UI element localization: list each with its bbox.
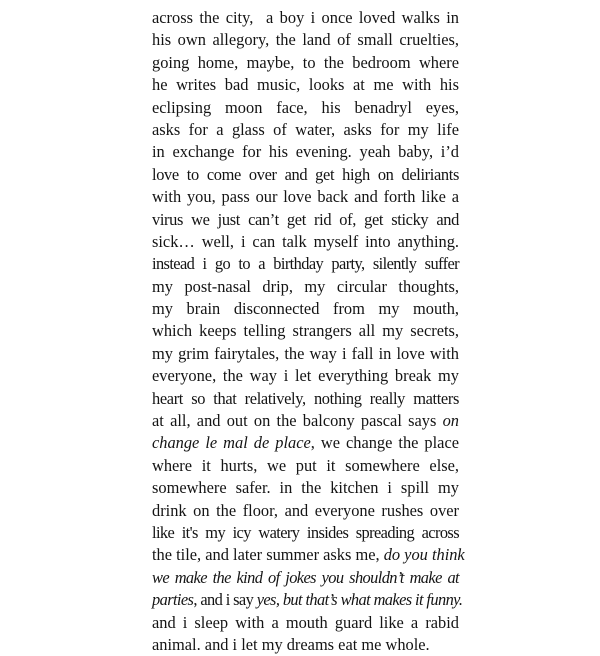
poem-line: drink on the floor, and everyone rushes over bbox=[152, 500, 459, 520]
poem-line: instead i go to a birthday party, silently suffer bbox=[152, 254, 459, 274]
poem-line: like it's my icy watery insides spreading across bbox=[152, 522, 459, 542]
poem-line: and i sleep with a mouth guard like a rabid bbox=[152, 612, 459, 632]
poem-text-block bbox=[152, 7, 465, 656]
poem-line: my grim fairytales, the way i fall in love with bbox=[152, 343, 459, 363]
poem-line: he writes bad music, looks at me with his bbox=[152, 75, 459, 95]
poem-line: his own allegory, the land of small cruelties, bbox=[152, 30, 459, 50]
poem-line: asks for a glass of water, asks for my life bbox=[152, 119, 459, 139]
poem-line: parties, and i say yes, but that’s what makes it funny. bbox=[152, 590, 463, 610]
poem-line: sick… well, i can talk myself into anything. bbox=[152, 231, 459, 251]
poem-line: where it hurts, we put it somewhere else, bbox=[152, 455, 459, 475]
poem-line: somewhere safer. in the kitchen i spill my bbox=[152, 478, 459, 498]
poem-line: with you, pass our love back and forth like a bbox=[152, 187, 459, 207]
poem-line: love to come over and get high on deliriants bbox=[152, 164, 459, 184]
poem-line: we make the kind of jokes you shouldn’t make at bbox=[152, 567, 459, 587]
poem-line: my brain disconnected from my mouth, bbox=[152, 299, 459, 319]
poem-line: in exchange for his evening. yeah baby, i’d bbox=[152, 142, 459, 162]
poem-line: across the city, a boy i once loved walks in bbox=[152, 8, 459, 27]
poem-line: at all, and out on the balcony pascal says on bbox=[152, 411, 459, 431]
poem-line: which keeps telling strangers all my secrets, bbox=[152, 321, 459, 341]
poem-line: animal. and i let my dreams eat me whole. bbox=[152, 634, 430, 654]
poem-line: the tile, and later summer asks me, do you think bbox=[152, 545, 465, 565]
poem-line: virus we just can’t get rid of, get sticky and bbox=[152, 209, 459, 229]
poem-line: my post-nasal drip, my circular thoughts, bbox=[152, 276, 459, 296]
poem-line: going home, maybe, to the bedroom where bbox=[152, 52, 459, 72]
poem-line: everyone, the way i let everything break my bbox=[152, 366, 459, 386]
poem-line: change le mal de place, we change the place bbox=[152, 433, 459, 453]
poem-line: eclipsing moon face, his benadryl eyes, bbox=[152, 97, 459, 117]
poem-line: heart so that relatively, nothing really matters bbox=[152, 388, 459, 408]
